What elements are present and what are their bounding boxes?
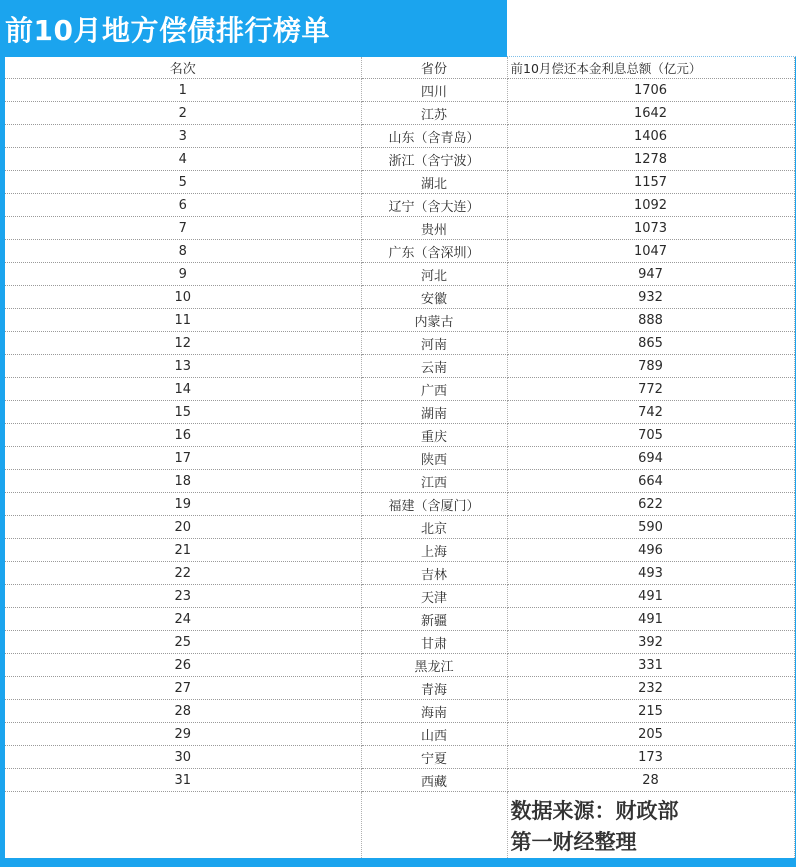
rank-cell: 8 [5, 240, 361, 263]
province-cell: 安徽 [361, 286, 507, 309]
amount-cell: 215 [507, 700, 794, 723]
rank-cell: 24 [5, 608, 361, 631]
source-cell [507, 792, 794, 859]
table-row [5, 700, 794, 723]
rank-cell: 22 [5, 562, 361, 585]
source-line: 数据来源：财政部 [510, 799, 679, 823]
header-amount: 前10月偿还本金利息总额（亿元） [507, 57, 794, 79]
province-cell: 江西 [361, 470, 507, 493]
table-row [5, 401, 794, 424]
rank-cell: 23 [5, 585, 361, 608]
rank-cell: 31 [5, 769, 361, 792]
table-row [5, 125, 794, 148]
title-row [0, 0, 796, 57]
province-cell: 贵州 [361, 217, 507, 240]
amount-cell: 491 [507, 608, 794, 631]
table-row [5, 723, 794, 746]
amount-cell: 1157 [507, 171, 794, 194]
source-empty-cell [361, 792, 507, 859]
ranking-table [5, 57, 795, 858]
province-cell: 河南 [361, 332, 507, 355]
amount-cell: 1047 [507, 240, 794, 263]
table-row [5, 677, 794, 700]
table-row [5, 378, 794, 401]
province-cell: 福建（含厦门） [361, 493, 507, 516]
province-cell: 西藏 [361, 769, 507, 792]
amount-cell: 622 [507, 493, 794, 516]
province-cell: 重庆 [361, 424, 507, 447]
amount-cell: 705 [507, 424, 794, 447]
rank-cell: 25 [5, 631, 361, 654]
amount-cell: 742 [507, 401, 794, 424]
rank-cell: 6 [5, 194, 361, 217]
province-cell: 湖北 [361, 171, 507, 194]
table-row [5, 102, 794, 125]
rank-cell: 10 [5, 286, 361, 309]
amount-cell: 232 [507, 677, 794, 700]
amount-cell: 1278 [507, 148, 794, 171]
rank-cell: 30 [5, 746, 361, 769]
rank-cell: 7 [5, 217, 361, 240]
source-note [508, 792, 794, 858]
amount-cell: 1642 [507, 102, 794, 125]
table-row [5, 79, 794, 102]
table-row [5, 516, 794, 539]
table-frame [0, 57, 796, 867]
province-cell: 辽宁（含大连） [361, 194, 507, 217]
table-row [5, 194, 794, 217]
province-cell: 浙江（含宁波） [361, 148, 507, 171]
table-row [5, 217, 794, 240]
amount-cell: 496 [507, 539, 794, 562]
rank-cell: 28 [5, 700, 361, 723]
province-cell: 内蒙古 [361, 309, 507, 332]
province-cell: 黑龙江 [361, 654, 507, 677]
amount-cell: 493 [507, 562, 794, 585]
amount-cell: 789 [507, 355, 794, 378]
province-cell: 江苏 [361, 102, 507, 125]
rank-cell: 5 [5, 171, 361, 194]
source-empty-cell [5, 792, 361, 859]
province-cell: 广东（含深圳） [361, 240, 507, 263]
amount-cell: 590 [507, 516, 794, 539]
amount-cell: 1706 [507, 79, 794, 102]
table-row [5, 286, 794, 309]
table-row [5, 171, 794, 194]
amount-cell: 772 [507, 378, 794, 401]
rank-cell: 4 [5, 148, 361, 171]
table-row [5, 355, 794, 378]
province-cell: 山东（含青岛） [361, 125, 507, 148]
amount-cell: 491 [507, 585, 794, 608]
table-row [5, 332, 794, 355]
rank-cell: 16 [5, 424, 361, 447]
amount-cell: 173 [507, 746, 794, 769]
table-row [5, 470, 794, 493]
rank-cell: 11 [5, 309, 361, 332]
amount-cell: 865 [507, 332, 794, 355]
rank-cell: 19 [5, 493, 361, 516]
header-row [5, 57, 794, 79]
province-cell: 宁夏 [361, 746, 507, 769]
table-row [5, 562, 794, 585]
table-row [5, 263, 794, 286]
rank-cell: 20 [5, 516, 361, 539]
table-row [5, 424, 794, 447]
province-cell: 云南 [361, 355, 507, 378]
province-cell: 甘肃 [361, 631, 507, 654]
province-cell: 四川 [361, 79, 507, 102]
amount-cell: 932 [507, 286, 794, 309]
province-cell: 山西 [361, 723, 507, 746]
province-cell: 广西 [361, 378, 507, 401]
province-cell: 青海 [361, 677, 507, 700]
table-row [5, 240, 794, 263]
rank-cell: 15 [5, 401, 361, 424]
table-row [5, 309, 794, 332]
province-cell: 上海 [361, 539, 507, 562]
rank-cell: 9 [5, 263, 361, 286]
table-row [5, 447, 794, 470]
rank-cell: 29 [5, 723, 361, 746]
header-rank: 名次 [5, 57, 361, 79]
table-row [5, 493, 794, 516]
amount-cell: 28 [507, 769, 794, 792]
title-cell [0, 0, 507, 57]
header-province: 省份 [361, 57, 507, 79]
province-cell: 陕西 [361, 447, 507, 470]
amount-cell: 1073 [507, 217, 794, 240]
amount-cell: 888 [507, 309, 794, 332]
source-row [5, 792, 794, 859]
amount-cell: 205 [507, 723, 794, 746]
province-cell: 天津 [361, 585, 507, 608]
amount-cell: 947 [507, 263, 794, 286]
rank-cell: 2 [5, 102, 361, 125]
table-row [5, 585, 794, 608]
table-row [5, 746, 794, 769]
province-cell: 湖南 [361, 401, 507, 424]
credit-line: 第一财经整理 [510, 830, 637, 854]
province-cell: 河北 [361, 263, 507, 286]
table-row [5, 148, 794, 171]
table-row [5, 631, 794, 654]
amount-cell: 664 [507, 470, 794, 493]
province-cell: 北京 [361, 516, 507, 539]
rank-cell: 26 [5, 654, 361, 677]
rank-cell: 18 [5, 470, 361, 493]
title-empty-cell [507, 0, 796, 57]
page-title: 前10月地方偿债排行榜单 [5, 13, 330, 47]
rank-cell: 13 [5, 355, 361, 378]
province-cell: 新疆 [361, 608, 507, 631]
rank-cell: 3 [5, 125, 361, 148]
rank-cell: 1 [5, 79, 361, 102]
amount-cell: 392 [507, 631, 794, 654]
rank-cell: 14 [5, 378, 361, 401]
table-row [5, 654, 794, 677]
rank-cell: 12 [5, 332, 361, 355]
table-row [5, 539, 794, 562]
amount-cell: 1092 [507, 194, 794, 217]
province-cell: 海南 [361, 700, 507, 723]
amount-cell: 1406 [507, 125, 794, 148]
rank-cell: 21 [5, 539, 361, 562]
amount-cell: 694 [507, 447, 794, 470]
table-row [5, 769, 794, 792]
table-row [5, 608, 794, 631]
rank-cell: 27 [5, 677, 361, 700]
rank-cell: 17 [5, 447, 361, 470]
amount-cell: 331 [507, 654, 794, 677]
province-cell: 吉林 [361, 562, 507, 585]
